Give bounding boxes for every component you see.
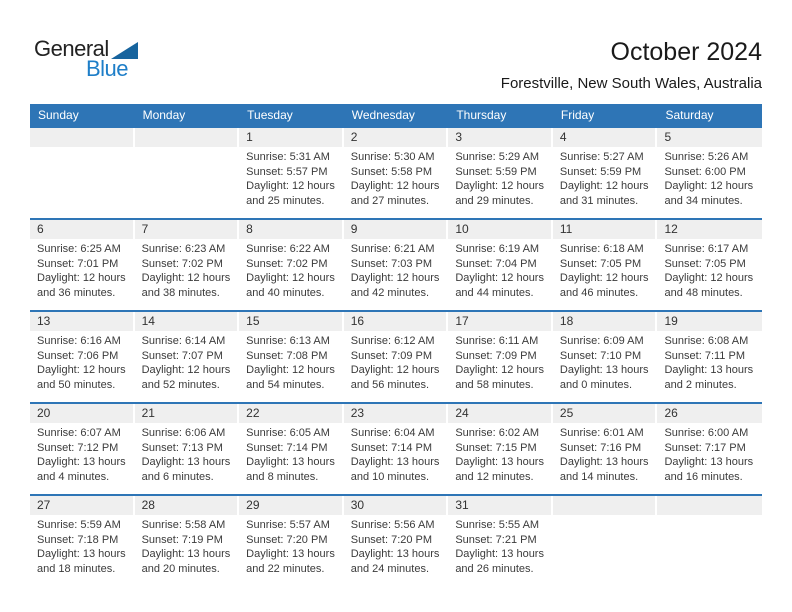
sunrise-text: Sunrise: 6:13 AM: [246, 335, 330, 347]
daylight-text-line1: Daylight: 12 hours: [37, 364, 126, 376]
sunset-text: Sunset: 7:01 PM: [37, 257, 119, 270]
day-cell: [344, 496, 449, 586]
sunset-text: Sunset: 6:00 PM: [664, 165, 746, 178]
day-number: 9: [344, 220, 449, 239]
day-number: 7: [135, 220, 240, 239]
daylight-text-line2: and 34 minutes.: [664, 194, 743, 207]
sunrise-text: Sunrise: 5:57 AM: [246, 519, 330, 531]
day-details: [344, 239, 449, 300]
sunrise-text: Sunrise: 5:27 AM: [559, 151, 644, 163]
day-number: 23: [344, 404, 449, 423]
daylight-text-line2: and 29 minutes.: [455, 194, 534, 207]
day-cell: [30, 496, 135, 586]
calendar: [30, 104, 762, 586]
daylight-text-line1: Daylight: 12 hours: [664, 180, 754, 192]
day-details: [344, 331, 449, 392]
sunrise-text: Sunrise: 5:56 AM: [350, 519, 435, 531]
day-details: [135, 331, 240, 392]
day-number: 4: [553, 128, 658, 147]
sunrise-text: Sunrise: 5:55 AM: [455, 519, 540, 531]
sunrise-text: Sunrise: 5:30 AM: [350, 151, 435, 163]
day-cell: [30, 312, 135, 402]
daylight-text-line2: and 16 minutes.: [664, 470, 743, 483]
sunset-text: Sunset: 5:59 PM: [559, 165, 642, 178]
day-details: [657, 239, 762, 300]
day-number: [657, 496, 762, 515]
day-details: [553, 239, 658, 300]
day-number: 30: [344, 496, 449, 515]
sunset-text: Sunset: 7:11 PM: [664, 349, 745, 362]
day-details: [448, 239, 553, 300]
day-details: [553, 515, 658, 518]
sunset-text: Sunset: 7:09 PM: [455, 349, 537, 362]
day-details: [135, 423, 240, 484]
sunrise-text: Sunrise: 6:08 AM: [664, 335, 749, 347]
day-number: 29: [239, 496, 344, 515]
sunset-text: Sunset: 7:12 PM: [37, 441, 119, 454]
day-cell: [239, 312, 344, 402]
day-cell: [135, 496, 240, 586]
sunrise-text: Sunrise: 6:22 AM: [246, 243, 330, 255]
sunset-text: Sunset: 7:05 PM: [664, 257, 746, 270]
day-number: 10: [448, 220, 553, 239]
day-cell: [239, 496, 344, 586]
daylight-text-line1: Daylight: 13 hours: [559, 364, 649, 376]
day-number: 24: [448, 404, 553, 423]
day-number: 21: [135, 404, 240, 423]
sunset-text: Sunset: 7:03 PM: [350, 257, 433, 270]
daylight-text-line2: and 6 minutes.: [141, 470, 214, 483]
daylight-text-line2: and 52 minutes.: [141, 378, 220, 391]
day-cell: [344, 404, 449, 494]
day-details: [448, 423, 553, 484]
logo-word-blue: Blue: [86, 56, 129, 81]
day-details: [448, 147, 553, 208]
day-details: [448, 515, 553, 576]
day-cell: [239, 220, 344, 310]
day-details: [239, 239, 344, 300]
day-details: [553, 147, 658, 208]
sunset-text: Sunset: 7:20 PM: [246, 533, 328, 546]
day-number: 6: [30, 220, 135, 239]
daylight-text-line1: Daylight: 12 hours: [350, 272, 440, 284]
sunset-text: Sunset: 7:02 PM: [246, 257, 328, 270]
day-number: 25: [553, 404, 658, 423]
daylight-text-line1: Daylight: 12 hours: [455, 364, 544, 376]
day-cell: [657, 220, 762, 310]
sunset-text: Sunset: 7:06 PM: [37, 349, 119, 362]
day-number: 2: [344, 128, 449, 147]
sunset-text: Sunset: 7:18 PM: [37, 533, 119, 546]
daylight-text-line1: Daylight: 13 hours: [559, 456, 649, 468]
sunrise-text: Sunrise: 6:09 AM: [559, 335, 644, 347]
day-cell: [448, 496, 553, 586]
weekday-header-wednesday: Wednesday: [351, 108, 415, 122]
sunrise-text: Sunrise: 6:18 AM: [559, 243, 644, 255]
day-details: [239, 423, 344, 484]
daylight-text-line2: and 54 minutes.: [246, 378, 325, 391]
day-details: [657, 147, 762, 208]
daylight-text-line2: and 24 minutes.: [350, 562, 430, 575]
page-title: October 2024: [610, 38, 762, 66]
day-details: [135, 515, 240, 576]
sunset-text: Sunset: 7:10 PM: [559, 349, 642, 362]
sunset-text: Sunset: 5:58 PM: [350, 165, 433, 178]
day-number: 1: [239, 128, 344, 147]
day-details: [657, 331, 762, 392]
day-number: [553, 496, 658, 515]
day-cell: [30, 128, 135, 218]
day-details: [657, 423, 762, 484]
daylight-text-line1: Daylight: 12 hours: [141, 364, 231, 376]
daylight-text-line1: Daylight: 13 hours: [350, 456, 440, 468]
sunrise-text: Sunrise: 6:02 AM: [455, 427, 540, 439]
day-number: 19: [657, 312, 762, 331]
sunrise-text: Sunrise: 6:17 AM: [664, 243, 749, 255]
sunset-text: Sunset: 7:09 PM: [350, 349, 433, 362]
daylight-text-line2: and 50 minutes.: [37, 378, 116, 391]
sunset-text: Sunset: 7:15 PM: [455, 441, 537, 454]
daylight-text-line2: and 56 minutes.: [350, 378, 430, 391]
daylight-text-line2: and 44 minutes.: [455, 286, 534, 299]
day-details: [448, 331, 553, 392]
day-details: [657, 515, 762, 518]
day-details: [553, 423, 658, 484]
day-number: [30, 128, 135, 147]
sunrise-text: Sunrise: 6:23 AM: [141, 243, 226, 255]
daylight-text-line1: Daylight: 12 hours: [350, 180, 440, 192]
daylight-text-line2: and 18 minutes.: [37, 562, 116, 575]
day-cell: [553, 128, 658, 218]
daylight-text-line2: and 0 minutes.: [559, 378, 633, 391]
week-row: [30, 310, 762, 402]
week-row: [30, 494, 762, 586]
day-details: [30, 331, 135, 392]
sunrise-text: Sunrise: 5:26 AM: [664, 151, 749, 163]
sunrise-text: Sunrise: 5:31 AM: [246, 151, 330, 163]
day-details: [30, 423, 135, 484]
daylight-text-line1: Daylight: 13 hours: [246, 456, 335, 468]
sunrise-text: Sunrise: 6:05 AM: [246, 427, 330, 439]
daylight-text-line1: Daylight: 13 hours: [664, 456, 754, 468]
day-number: 15: [239, 312, 344, 331]
daylight-text-line2: and 4 minutes.: [37, 470, 110, 483]
daylight-text-line1: Daylight: 13 hours: [141, 548, 231, 560]
daylight-text-line1: Daylight: 13 hours: [37, 456, 126, 468]
daylight-text-line2: and 58 minutes.: [455, 378, 534, 391]
day-cell: [344, 128, 449, 218]
daylight-text-line2: and 38 minutes.: [141, 286, 220, 299]
sunset-text: Sunset: 5:59 PM: [455, 165, 537, 178]
day-details: [135, 147, 240, 150]
daylight-text-line1: Daylight: 12 hours: [455, 180, 544, 192]
sunset-text: Sunset: 7:02 PM: [141, 257, 223, 270]
day-cell: [553, 496, 658, 586]
daylight-text-line2: and 20 minutes.: [141, 562, 220, 575]
week-row: [30, 126, 762, 218]
daylight-text-line2: and 31 minutes.: [559, 194, 639, 207]
daylight-text-line1: Daylight: 13 hours: [664, 364, 754, 376]
weekday-header-friday: Friday: [560, 108, 595, 122]
sunrise-text: Sunrise: 6:12 AM: [350, 335, 435, 347]
sunrise-text: Sunrise: 6:00 AM: [664, 427, 749, 439]
sunrise-text: Sunrise: 6:11 AM: [455, 335, 539, 347]
day-details: [239, 331, 344, 392]
day-cell: [657, 128, 762, 218]
daylight-text-line1: Daylight: 13 hours: [37, 548, 126, 560]
daylight-text-line2: and 27 minutes.: [350, 194, 430, 207]
daylight-text-line2: and 22 minutes.: [246, 562, 325, 575]
page-subtitle: Forestville, New South Wales, Australia: [500, 75, 762, 92]
day-number: 20: [30, 404, 135, 423]
sunrise-text: Sunrise: 6:14 AM: [141, 335, 226, 347]
day-cell: [135, 128, 240, 218]
weekday-header-sunday: Sunday: [38, 108, 79, 122]
daylight-text-line2: and 42 minutes.: [350, 286, 430, 299]
daylight-text-line1: Daylight: 13 hours: [141, 456, 231, 468]
day-cell: [344, 220, 449, 310]
page-header: [0, 0, 792, 104]
day-cell: [553, 220, 658, 310]
sunset-text: Sunset: 7:19 PM: [141, 533, 223, 546]
day-cell: [448, 312, 553, 402]
day-cell: [657, 404, 762, 494]
day-number: 5: [657, 128, 762, 147]
day-details: [135, 239, 240, 300]
day-details: [30, 239, 135, 300]
daylight-text-line2: and 36 minutes.: [37, 286, 116, 299]
day-cell: [657, 312, 762, 402]
sunset-text: Sunset: 7:16 PM: [559, 441, 642, 454]
day-cell: [448, 128, 553, 218]
sunrise-text: Sunrise: 5:58 AM: [141, 519, 226, 531]
daylight-text-line1: Daylight: 12 hours: [246, 180, 335, 192]
sunset-text: Sunset: 7:20 PM: [350, 533, 433, 546]
daylight-text-line1: Daylight: 13 hours: [246, 548, 335, 560]
day-number: 14: [135, 312, 240, 331]
day-details: [553, 331, 658, 392]
sunrise-text: Sunrise: 5:29 AM: [455, 151, 540, 163]
daylight-text-line1: Daylight: 12 hours: [37, 272, 126, 284]
daylight-text-line1: Daylight: 12 hours: [141, 272, 231, 284]
week-row: [30, 218, 762, 310]
daylight-text-line1: Daylight: 12 hours: [350, 364, 440, 376]
daylight-text-line1: Daylight: 12 hours: [664, 272, 754, 284]
daylight-text-line2: and 8 minutes.: [246, 470, 319, 483]
sunrise-text: Sunrise: 6:19 AM: [455, 243, 540, 255]
daylight-text-line2: and 25 minutes.: [246, 194, 325, 207]
daylight-text-line2: and 12 minutes.: [455, 470, 534, 483]
title-block: [501, 38, 762, 92]
general-blue-logo: [34, 36, 138, 82]
weekday-header-thursday: Thursday: [456, 108, 507, 122]
sunset-text: Sunset: 7:04 PM: [455, 257, 537, 270]
day-number: 28: [135, 496, 240, 515]
sunset-text: Sunset: 7:14 PM: [246, 441, 328, 454]
sunset-text: Sunset: 5:57 PM: [246, 165, 328, 178]
daylight-text-line2: and 46 minutes.: [559, 286, 639, 299]
daylight-text-line2: and 26 minutes.: [455, 562, 534, 575]
day-number: 26: [657, 404, 762, 423]
day-number: 8: [239, 220, 344, 239]
daylight-text-line2: and 14 minutes.: [559, 470, 639, 483]
daylight-text-line1: Daylight: 13 hours: [350, 548, 440, 560]
logo-word-general: General: [34, 36, 109, 61]
day-details: [239, 147, 344, 208]
sunset-text: Sunset: 7:07 PM: [141, 349, 223, 362]
day-cell: [553, 312, 658, 402]
day-cell: [135, 312, 240, 402]
sunrise-text: Sunrise: 6:01 AM: [559, 427, 644, 439]
sunset-text: Sunset: 7:13 PM: [141, 441, 223, 454]
day-cell: [448, 404, 553, 494]
day-number: 18: [553, 312, 658, 331]
weekday-header-monday: Monday: [142, 108, 186, 122]
day-number: 17: [448, 312, 553, 331]
day-cell: [448, 220, 553, 310]
day-cell: [239, 128, 344, 218]
daylight-text-line1: Daylight: 12 hours: [559, 272, 649, 284]
daylight-text-line1: Daylight: 13 hours: [455, 456, 544, 468]
day-number: 31: [448, 496, 553, 515]
sunrise-text: Sunrise: 6:04 AM: [350, 427, 435, 439]
day-number: 27: [30, 496, 135, 515]
sunset-text: Sunset: 7:08 PM: [246, 349, 328, 362]
weekday-header-saturday: Saturday: [665, 108, 714, 122]
sunset-text: Sunset: 7:17 PM: [664, 441, 746, 454]
sunrise-text: Sunrise: 5:59 AM: [37, 519, 121, 531]
day-details: [30, 515, 135, 576]
day-number: [135, 128, 240, 147]
weekday-header-tuesday: Tuesday: [247, 108, 293, 122]
sunrise-text: Sunrise: 6:25 AM: [37, 243, 121, 255]
week-row: [30, 402, 762, 494]
sunset-text: Sunset: 7:21 PM: [455, 533, 537, 546]
day-number: 11: [553, 220, 658, 239]
daylight-text-line1: Daylight: 12 hours: [246, 364, 335, 376]
sunset-text: Sunset: 7:05 PM: [559, 257, 642, 270]
daylight-text-line2: and 48 minutes.: [664, 286, 743, 299]
day-cell: [30, 220, 135, 310]
day-number: 22: [239, 404, 344, 423]
day-number: 3: [448, 128, 553, 147]
day-number: 16: [344, 312, 449, 331]
day-details: [344, 515, 449, 576]
day-cell: [553, 404, 658, 494]
day-details: [344, 147, 449, 208]
day-cell: [239, 404, 344, 494]
daylight-text-line1: Daylight: 12 hours: [559, 180, 649, 192]
day-details: [344, 423, 449, 484]
sunrise-text: Sunrise: 6:07 AM: [37, 427, 121, 439]
day-cell: [135, 404, 240, 494]
day-details: [30, 147, 135, 150]
daylight-text-line2: and 40 minutes.: [246, 286, 325, 299]
daylight-text-line1: Daylight: 12 hours: [246, 272, 335, 284]
day-number: 13: [30, 312, 135, 331]
sunrise-text: Sunrise: 6:21 AM: [350, 243, 435, 255]
day-cell: [135, 220, 240, 310]
daylight-text-line1: Daylight: 13 hours: [455, 548, 544, 560]
day-details: [239, 515, 344, 576]
sunrise-text: Sunrise: 6:16 AM: [37, 335, 121, 347]
sunset-text: Sunset: 7:14 PM: [350, 441, 433, 454]
daylight-text-line2: and 10 minutes.: [350, 470, 430, 483]
daylight-text-line1: Daylight: 12 hours: [455, 272, 544, 284]
daylight-text-line2: and 2 minutes.: [664, 378, 737, 391]
day-number: 12: [657, 220, 762, 239]
sunrise-text: Sunrise: 6:06 AM: [141, 427, 226, 439]
weekday-header-row: [30, 104, 762, 126]
day-cell: [344, 312, 449, 402]
day-cell: [30, 404, 135, 494]
day-cell: [657, 496, 762, 586]
